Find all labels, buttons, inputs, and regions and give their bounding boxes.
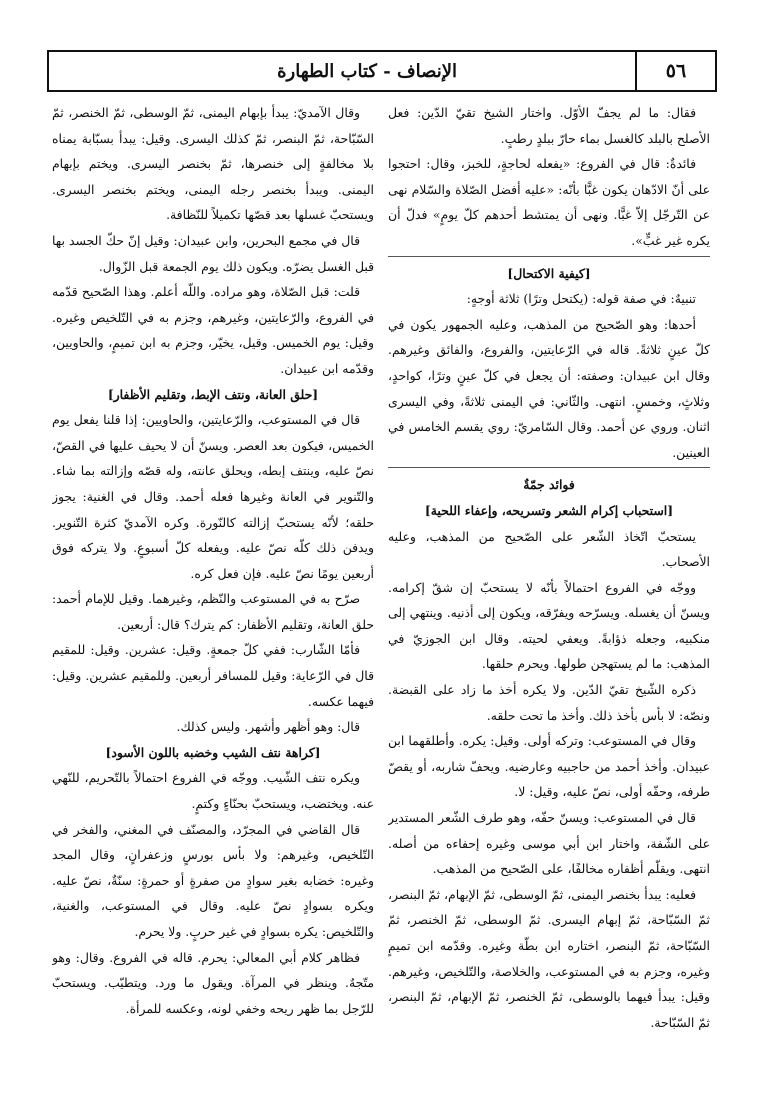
paragraph: أحدها: وهو الصّحيح من المذهب، وعليه الجمهور يكون في كلّ عينٍ ثلاثةً. قاله في الرّعايتين، والفروع، والفائق وغيرهم. وقال ابن عبيدان: وصفته: أن يجعل في كلّ عينٍ وترًا، كواحدٍ، وثلاثٍ، وخمسٍ. انتهى. والثّاني: في اليمنى ثلاثةً، وفي اليسرى اثنان. وروي عن أحمد. وقال السّامريّ: روي يقسم الخامس في العينين. [388,316,710,460]
paragraph: صرّح به في المستوعب والنّظم، وغيرهما. وقيل للإمام أحمد: حلق العانة، وتقليم الأظفار: كم يترك؟ قال: أربعين. [52,591,374,632]
page-header [47,50,717,92]
section-divider [388,256,710,257]
paragraph: فظاهر كلام أبي المعالي: يحرم. قاله في الفروع. وقال: وهو متّجهٌ. وينظر في المرآة. ويقول ما ورد. ويتطيّب. ويستحبّ للرّجل بما ظهر ريحه وخفي لونه، وعكسه للمرأة. [52,949,374,1016]
page-number: ٥٦ [635,52,715,90]
paragraph: قال في المستوعب: ويسنّ حفّه، وهو طرف الشّعر المستدير على الشّفة، واختار ابن أبي موسى وغيره إحفاءه من أصله. انتهى. ويقلّم أظفاره مخالفًا، على الصّحيح من المذهب. [388,810,710,877]
paragraph: يستحبّ اتّخاذ الشّعر على الصّحيح من المذهب، وعليه الأصحاب. [388,528,710,570]
paragraph: وقال في المستوعب: وتركه أولى. وقيل: يكره. وأطلقهما ابن عبيدان. وأخذ أحمد من حاجبيه وعارضيه. ويحفّ شاربه، أو يقصّ طرفه، وحفّه أولى، نصّ عليه، وقيل: لا. [388,733,710,800]
section-heading: فوائد جمّةٌ [523,477,575,493]
section-heading: [كراهة نتف الشيب وخضبه باللون الأسود] [105,744,321,760]
paragraph: قال في مجمع البحرين، وابن عبيدان: وقيل إنّ حكّ الجسد بها قبل الغسل يضرّه. ويكون ذلك يوم الجمعة قبل الزّوال. [52,232,374,274]
right-text-column [388,100,710,1090]
paragraph: فائدةٌ: قال في الفروع: «يفعله لحاجةٍ، للخبز، وقال: احتجوا على أنّ الادّهان يكون غبًّا بأنّه: «عليه أفضل الصّلاة والسّلام نهى عن التّرجّل إلاّ غبًّا. ونهى أن يمتشط أحدهم كلّ يومٍ» فدلّ أن يكره غير غبٍّ». [388,156,710,248]
section-heading: [كيفية الاكتحال] [507,265,591,281]
paragraph: فعليه: يبدأ بخنصر اليمنى، ثمّ الوسطى، ثمّ الإبهام، ثمّ البنصر، ثمّ السّبّاحة، ثمّ إبهام اليسرى. ثمّ الوسطى، ثمّ الخنصر، ثمّ السّبّاحة، ثمّ البنصر، اختاره ابن بطّة وغيره. وقدّمه ابن تميمٍ وغيره، وجزم به في المستوعب، والخلاصة، والتّلخيص، وغيرهم. وقيل: يبدأ فيهما بالوسطى، ثمّ الخنصر، ثمّ الإبهام، ثمّ البنصر، ثمّ السّبّاحة. [388,886,710,1030]
paragraph: تنبيهٌ: في صفة قوله: (يكتحل وترًا) ثلاثة أوجهٍ: [466,291,696,307]
section-divider [388,467,710,468]
paragraph: فقال: ما لم يجفّ الأوّل. واختار الشيخ تقيّ الدّين: فعل الأصلح بالبلد كالغسل بماء حارّ ببلدٍ رطبٍ. [388,105,710,146]
paragraph: وقال الآمديّ: يبدأ بإبهام اليمنى، ثمّ الوسطى، ثمّ الخنصر، ثمّ السّبّاحة، ثمّ البنصر، ثمّ كذلك اليسرى. وقيل: يبدأ بسبّابة يمناه بلا مخالفةٍ إلى خنصرها، ثمّ بخنصر اليسرى. ويختم بإبهام اليمنى. ويبدأ بخنصر رجله اليمنى، ويختم بخنصر اليسرى. ويستحبّ غسلها بعد قصّها تكميلاً للنّظافة. [52,105,374,223]
section-heading: [حلق العانة، ونتف الإبط، وتقليم الأظفار] [107,386,319,402]
book-title: الإنصاف - كتاب الطهارة [277,60,457,82]
paragraph: قال القاضي في المجرّد، والمصنّف في المغني، والفخر في التّلخيص، وغيرهم: ولا بأس بورسٍ وزعفرانٍ، وقال المجد وغيره: خضابه بغير سوادٍ من صفرةٍ أو حمرةٍ: سنّةٌ، نصّ عليه. ويكره بسوادٍ نصّ عليه. وقال في المستوعب، والغنية، والتّلخيص: يكره بسوادٍ في غير حربٍ. ولا يحرم. [52,821,374,939]
paragraph: ذكره الشّيخ تقيّ الدّين. ولا يكره أخذ ما زاد على القبضة. ونصّه: لا بأس بأخذ ذلك. وأخذ ما تحت حلقه. [388,682,710,723]
paragraph: ووجّه في الفروع احتمالاً بأنّه لا يستحبّ إن شقّ إكرامه. ويسنّ أن يغسله. ويسرّحه ويفرّقه، ويكون إلى أذنيه. وينتهي إلى منكبيه، وجعله ذؤابةً. ويعفي لحيته. وقال ابن الجوزيّ في المذهب: ما لم يستهجن طولها. ويحرم حلقها. [388,579,710,672]
paragraph: قلت: قبل الصّلاة، وهو مراده. واللّه أعلم. وهذا الصّحيح قدّمه في الفروع، والرّعايتين، وغيرهم، وجزم به في التّلخيص وغيره. وقيل: يوم الخميس. وقيل، يخيّر، وجزم به ابن تميمٍ، والحاويين، وقدّمه ابن عبيدان. [52,284,374,376]
paragraph: قال في المستوعب، والرّعايتين، والحاويين: إذا قلنا يفعل يوم الخميس، فيكون بعد العصر. ويسنّ أن لا يحيف عليها في القصّ، نصّ عليه، وينتف إبطه، ويحلق عانته، وله قصّه وإزالته بما شاء. والتّنوير في العانة وغيرها فعله أحمد. وقال في الغنية: يجوز حلقه؛ لأنّه يستحبّ إزالته كالنّورة. وكره الآمديّ كثرة التّنوير. ويدفن ذلك كلّه نصّ عليه. ويفعله كلّ أسبوعٍ. ولا يتركه فوق أربعين يومًا نصّ عليه. فإن فعل كره. [52,412,374,581]
section-heading: [استحباب إكرام الشعر وتسريحه، وإعفاء اللحية] [424,502,674,518]
paragraph: ويكره نتف الشّيب. ووجّه في الفروع احتمالاً بالتّحريم، للنّهي عنه. ويختضب، ويستحبّ بحنّاءٍ وكتمٍ. [52,770,374,812]
paragraph: قال: وهو أظهر وأشهر. وليس كذلك. [176,719,360,735]
paragraph: فأمّا الشّارب: ففي كلّ جمعةٍ. وقيل: عشرين. وقيل: للمقيم قال في الرّعاية: وقيل للمسافر أربعين. وللمقيم عشرين. وقيل: فيهما عكسه. [52,642,374,709]
left-text-column [52,100,374,1090]
